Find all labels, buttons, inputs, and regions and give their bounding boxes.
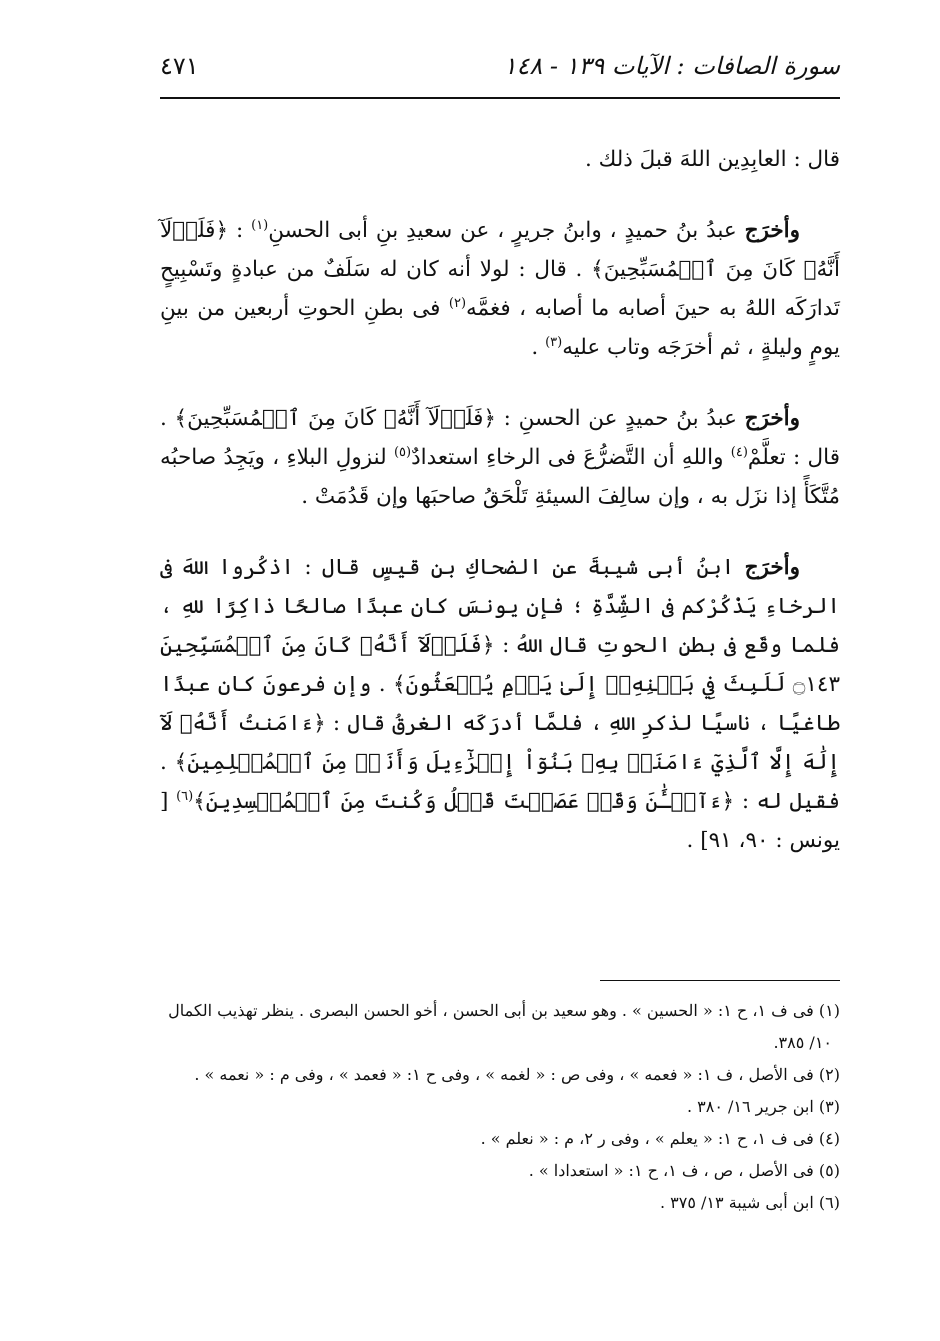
footnote-1: (١) فى ف ١، ح ١: « الحسين » . وهو سعيد بن أبى الحسن ، أخو الحسن البصرى . ينظر تهذيب الكمال — [168, 1001, 840, 1020]
paragraph-text: . — [531, 335, 546, 360]
paragraph-text: : ﴿فَلَوۡلَآ أَنَّهُۥ كَانَ مِنَ ٱلۡمُسَبِّحِينَ﴾ . قال : لولا أنه كان له سَلَفٌ من عبادةٍ وتَسْبِيحٍ تَدارَكَه اللهُ به حينَ أصابه ما أصابه ، فغمَّه — [160, 218, 840, 321]
footnote-3: (٣) ابن جرير ١٦/ ٣٨٠ . — [686, 1097, 840, 1116]
paragraph-text: لنزولِ البلاءِ ، ويَجِدُ صاحبُه مُتَّكَأً إذا نزَل به ، وإن سالِفَ السيئةِ تَلْحَقُ صاحبَها وإن قَدُمَتْ . — [160, 445, 840, 509]
footnotes — [160, 995, 840, 1219]
footnote-5: (٥) فى الأصل ، ص ، ف ١، ح ١: « استعدادا » . — [528, 1161, 840, 1180]
footnote-marker[interactable]: (٥) — [393, 444, 412, 460]
paragraph-4 — [160, 548, 840, 860]
paragraph-text: ابنُ أبى شيبةَ عن الضحاكِ بنِ قيسٍ قال : اذكُروا اللهَ فى الرخاءِ يَذْكُرْكم فى الشِّدَّةِ ؛ فإن يونسَ كان عبدًا صالحًا ذاكِرًا للهِ ، فلما وقَع فى بطنِ الحوتِ قال اللهُ : ﴿فَلَوۡلَآ أَنَّهُۥ كَانَ مِنَ ٱلۡمُسَبِّحِينَ ۝١٤٣ لَلَبِثَ فِي بَطۡنِهِۦٓ إِلَىٰ يَوۡمِ يُبۡعَثُونَ﴾ . وإن فرعونَ كان عبدًا طاغيًا ، ناسيًا لذكرِ اللهِ ، فلمَّا أدرَكَه الغرقُ قال : ﴿ءَامَنتُ أَنَّهُۥ لَآ إِلَٰهَ إِلَّا ٱلَّذِيٓ ءَامَنَتۡ بِهِۦ بَنُوٓاْ إِسۡرَٰٓءِيلَ وَأَنَا۠ مِنَ ٱلۡمُسۡلِمِينَ﴾ . فقيل له : ﴿ءَآلۡـَٰٔنَ وَقَدۡ عَصَيۡتَ قَبۡلُ وَكُنتَ مِنَ ٱلۡمُفۡسِدِينَ﴾ — [160, 555, 840, 814]
footnote-separator — [600, 980, 840, 981]
header-rule — [160, 97, 840, 99]
footnote-marker[interactable]: (١) — [251, 217, 269, 233]
paragraph-3 — [160, 399, 840, 516]
footnote-marker[interactable]: (٣) — [545, 334, 563, 350]
paragraph-lead: وأخرَج — [744, 218, 800, 243]
running-header — [160, 50, 840, 90]
paragraph-1: قال : العابِدِين اللهَ قبلَ ذلك . — [584, 147, 840, 172]
paragraph-lead: وأخرَج — [744, 555, 800, 580]
paragraph-text: عبدُ بنُ حميدٍ عن الحسنِ : ﴿فَلَوۡلَآ أَنَّهُۥ كَانَ مِنَ ٱلۡمُسَبِّحِينَ﴾ . قال : تعلَّمْ — [160, 406, 840, 470]
footnote-6: (٦) ابن أبى شيبة ١٣/ ٣٧٥ . — [659, 1193, 840, 1212]
footnote-1-continuation: ١٠/ ٣٨٥. — [773, 1033, 832, 1052]
footnote-marker[interactable]: (٢) — [448, 295, 467, 311]
footnote-4: (٤) فى ف ١، ح ١: « يعلم » ، وفى ر ٢، م : « نعلم » . — [480, 1129, 840, 1148]
paragraph-text: فى بطنِ الحوتِ أربعين من بينِ يومٍ وليلةٍ ، ثم أخرَجَه وتاب عليه — [160, 296, 840, 360]
paragraph-text: [ يونس : ٩٠، ٩١] . — [160, 789, 840, 853]
running-title: سورة الصافات : الآيات ١٣٩ - ١٤٨ — [503, 52, 840, 80]
footnote-marker[interactable]: (٤) — [730, 444, 748, 460]
paragraph-text: عبدُ بنُ حميدٍ ، وابنُ جريرٍ ، عن سعيدِ بنِ أبى الحسنِ — [268, 218, 745, 243]
main-text — [160, 140, 840, 892]
footnote-2: (٢) فى الأصل ، ف ١: « فعمه » ، وفى ص : « لغمه » ، وفى ح ١: « فعمد » ، وفى م : « نعمه » . — [194, 1065, 840, 1084]
page-number: ٤٧١ — [160, 52, 199, 80]
paragraph-2 — [160, 211, 840, 367]
paragraph-lead: وأخرَج — [744, 406, 800, 431]
paragraph-text: واللهِ أن التَّضرُّعَ فى الرخاءِ استعدادٌ — [411, 445, 731, 470]
footnote-marker[interactable]: (٦) — [176, 788, 194, 804]
